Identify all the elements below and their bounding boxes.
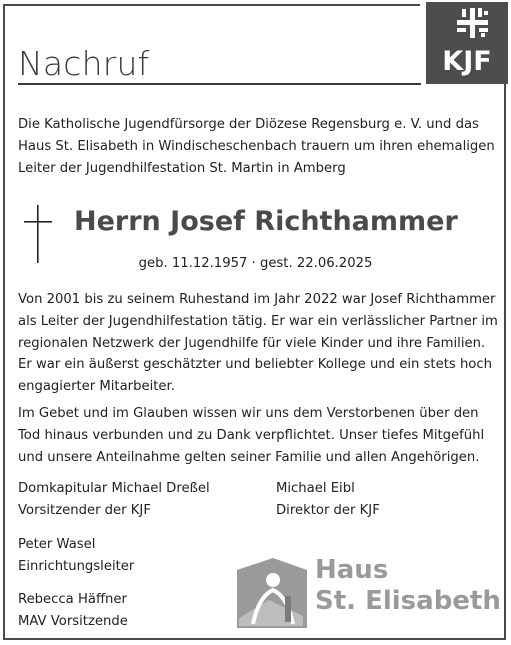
signature-role: Direktor der KJF <box>276 503 380 518</box>
title-underline <box>18 83 421 85</box>
signature-name: Michael Eibl <box>276 481 355 496</box>
body-paragraph-2: Im Gebet und im Glauben wissen wir uns dem Verstorbenen über den Tod hinaus verbunden und zu Dank verpflichtet. Unser tiefes Mitgefühl und unsere Anteilnahme gelten seiner Familie und allen Angehörigen. <box>18 406 485 465</box>
signature-name: Peter Wasel <box>18 537 96 552</box>
life-dates: geb. 11.12.1957 · gest. 22.06.2025 <box>138 256 373 271</box>
kjf-logo <box>426 2 508 84</box>
deceased-name: Herrn Josef Richthammer <box>74 206 458 237</box>
signature-role: Einrichtungsleiter <box>18 559 135 574</box>
signature-4 <box>18 589 128 633</box>
kjf-logo-text: KJF <box>442 46 492 77</box>
signature-2 <box>276 478 380 522</box>
signature-role: MAV Vorsitzende <box>18 614 128 629</box>
intro-text: Die Katholische Jugendfürsorge der Diözese Regensburg e. V. und das Haus St. Elisabeth in Windischeschenbach trauern um ihren ehemaligen Leiter der Jugendhilfestation St. Martin in Amberg <box>18 117 495 176</box>
cross-icon <box>22 205 54 263</box>
signature-name: Rebecca Häffner <box>18 592 127 607</box>
page-title: Nachruf <box>18 44 150 83</box>
signature-3 <box>18 534 134 578</box>
signature-name: Domkapitular Michael Dreßel <box>18 481 210 496</box>
haus-st-elisabeth-logo-text: Haus St. Elisabeth <box>315 555 501 616</box>
body-paragraph-1: Von 2001 bis zu seinem Ruhestand im Jahr 2022 war Josef Richthammer als Leiter der Jugendhilfestation tätig. Er war ein verlässlicher Partner im regionalen Netzwerk der Jugendhilfe für viele Kinder und ihre Familien. Er war ein äußerst geschätzter und beliebter Kollege und ein stets hoch engagierter Mitarbeiter. <box>18 292 498 395</box>
signature-1 <box>18 478 210 522</box>
signature-role: Vorsitzender der KJF <box>18 503 151 518</box>
haus-st-elisabeth-icon <box>233 556 309 630</box>
